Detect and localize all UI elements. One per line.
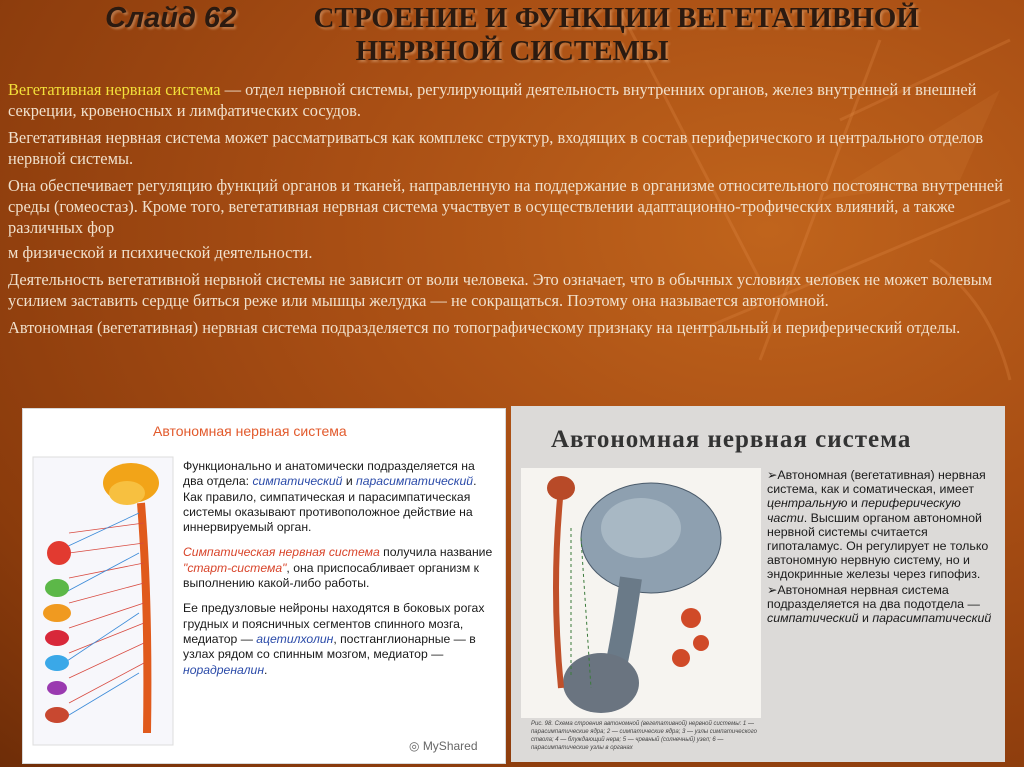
body-text <box>8 79 1004 344</box>
right-image-text <box>767 468 997 626</box>
right-r2b: симпатический <box>767 611 859 626</box>
left-text-2 <box>183 545 495 591</box>
right-r1d: периферическую части <box>767 496 961 525</box>
left-image-title: Автономная нервная система <box>153 423 347 439</box>
paragraph-5: Деятельность вегетативной нервной системы не зависит от воли человека. Это означает, что в обычных условиях человек не может волевым усилием заставить сердце биться реже или мышцы желудка — не сокращаться. Поэтому она называется автономной. <box>8 270 993 310</box>
paragraph-3: Она обеспечивает регуляцию функций органов и тканей, направленную на поддержание в организме относительного постоянства внутренней среды (гомеостаз). Кроме того, вегетативная нервная система участвует в осуществлении адаптационно-трофических влияний, а также различных фор <box>8 176 1003 237</box>
right-r2d: парасимпатический <box>872 611 992 626</box>
nervous-system-diagram <box>29 453 179 753</box>
right-r2c: и <box>858 611 873 626</box>
left-t3d: норадреналин <box>183 662 265 677</box>
myshared-watermark <box>409 739 478 753</box>
right-r1e: . Высшим органом автономной нервной системы считается гипоталамус. Он регулирует не только автономную нервную систему, но и эндокринные железы через гипофиз. <box>767 510 989 582</box>
left-t2a: Симпатическая нервная система <box>183 545 380 560</box>
left-t2d: , она приспосабливает организм к выполнению какой-либо работы. <box>183 560 479 591</box>
paragraph-4: м физической и психической деятельности. <box>8 243 313 262</box>
right-r1b: центральную <box>767 496 848 511</box>
left-t1e: . Как правило, симпатическая и парасимпатическая системы оказывают противоположное действие на иннервируемый орган. <box>183 474 477 535</box>
title-line-2: НЕРВНОЙ СИСТЕМЫ <box>355 35 669 67</box>
paragraph-2: Вегетативная нервная система может рассматриваться как комплекс структур, входящих в состав периферического и центрального отделов нервной системы. <box>8 128 984 168</box>
left-t3e: . <box>264 662 268 677</box>
slide-title <box>0 0 1024 68</box>
left-t1b: симпатический <box>252 474 343 489</box>
left-t1d: парасимпатический <box>356 474 474 489</box>
term-highlight: Вегетативная нервная система <box>8 80 221 99</box>
watermark-icon: ◎ <box>409 739 423 753</box>
left-t2b: получила название <box>379 545 493 560</box>
left-image-text <box>183 459 495 688</box>
figure-caption: Рис. 98. Схема строения автономной (вегетативной) нервной системы: 1 — парасимпатические ядра; 2 — симпатические ядра; 3 — узлы симпатического ствола; 4 — блуждающий нерв; 5 — чревный (солнечный) узел; 6 — парасимпатические узлы в органах <box>531 721 757 751</box>
left-t2c: "старт-система" <box>183 560 287 575</box>
paragraph-1 <box>8 79 1004 121</box>
left-text-3 <box>183 601 495 677</box>
watermark-text: MyShared <box>422 739 478 753</box>
left-t3c: , постганглионарные — в узлах рядом со спинным мозгом, медиатор — <box>183 631 476 662</box>
left-t1c: и <box>342 474 357 489</box>
paragraph-6: Автономная (вегетативная) нервная система подразделяется по топографическому признаку на центральный и периферический отделы. <box>8 318 961 337</box>
right-text-1 <box>767 468 997 582</box>
right-r1a: ➢Автономная (вегетативная) нервная система, как и соматическая, имеет <box>767 468 986 497</box>
left-text-1 <box>183 459 495 535</box>
right-text-2 <box>767 583 997 626</box>
right-illustration <box>511 406 1005 762</box>
brain-anatomy-drawing <box>521 468 761 718</box>
left-t3a: Ее предузловые нейроны находятся в боковых рогах грудных и поясничных сегментов спинного мозга, медиатор — <box>183 601 485 646</box>
slide-number: Слайд 62 <box>105 2 237 34</box>
anatomy-photo <box>521 468 761 718</box>
right-r1c: и <box>847 496 862 511</box>
title-line-1: СТРОЕНИЕ И ФУНКЦИИ ВЕГЕТАТИВНОЙ <box>313 2 919 34</box>
right-r2a: ➢Автономная нервная система подразделяется на два подотдела — <box>767 582 980 611</box>
right-image-title: Автономная нервная система <box>551 426 912 453</box>
left-t3b: ацетилхолин <box>256 631 334 646</box>
left-illustration <box>22 408 506 764</box>
left-t1a: Функционально и анатомически подразделяется на два отдела: <box>183 459 475 489</box>
paragraph-1-text: — отдел нервной системы, регулирующий деятельность внутренних органов, желез внутренней и внешней секреции, кровеносных и лимфатических сосудов. <box>8 80 977 120</box>
